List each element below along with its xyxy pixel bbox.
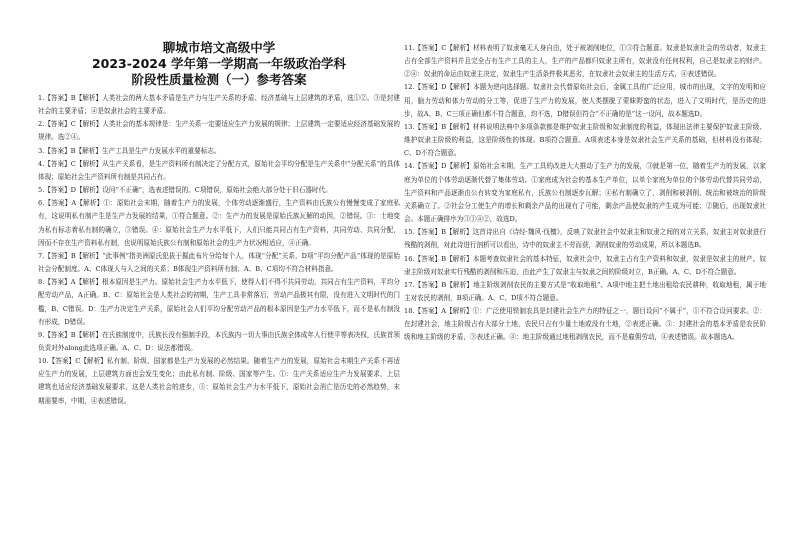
answer-item: 18.【答案】A【解析】①：广泛使用铁制农具是封建社会生产力的特征之一，题目设问“不属于”，①不符合设问要求。②：在封建社会，地主阶级占有大部分土地，农民只占有少量土地或没有土地，②表述正确。③：封建社会的基本矛盾是农民阶级和地主阶级的矛盾，③表述正确。④：地主阶级通过地租剥削农民，而不是雇佣劳动，④表述错误。故本题选A。 (404, 307, 766, 342)
answer-item: 7.【答案】B【解析】“此事例”指美洲原氏犯拔于掘此布片分给每个人，体现“分配”关系，D项“平均分配产品”体现的是原始社会分配制度。A、C体现人与人之间的关系；B体现生产资料所有制；A、B、C项均不符合材料指意。 (38, 251, 400, 274)
answer-item: 10.【答案】C【解析】私有制、阶级、国家都是生产力发展的必然结果。随着生产力的发展，原始社会末期生产关系不再适应生产力的发展，上层建筑方面也会发生变化；由此私有制、阶级、国家等产生。①：生产关系适应生产力发展要求，上层建筑也适应经济基础发展要求，这是人类社会的进步，③：原始社会生产力水平低下，原始社会消亡是历史的必然趋势，末期需要率，中期，④表述错误。 (38, 357, 400, 405)
answer-item: 17.【答案】B【解析】地主阶级剥削农民的主要方式是“收取地租”。A项中地主把土地出租给农民耕种，收取地租，属于地主对农民的剥削，B项正确。A、C、D项不符合题意。 (404, 280, 766, 302)
school-title: 聊城市培文高级中学 (162, 40, 276, 55)
answer-item: 4.【答案】C【解析】从生产关系看，是生产资料所有制决定了分配方式，原始社会平均分配是生产关系中“分配关系”的具体体现；原始社会生产资料所有制是共同占有。 (38, 159, 400, 181)
answer-item: 12.【答案】D【解析】本题为逆向选择题。奴隶社会代替原始社会后，金属工具的广泛应用，城市的出现，文字的发明和应用，脑力劳动和体力劳动的分工等，促进了生产力的发展，使人类摆脱了蒙昧野蛮的状态，进入了文明时代，是历史的进步，故A、B、C三项正确但都不符合题意，均不选，D错误但符合“不正确的是”这一设问，故本题选D。 (404, 83, 766, 118)
answer-item: 5.【答案】D【解析】设问“不正确”，选表述错误的。C项错误，原始社会绝大部分处于旧石器时代。 (38, 186, 332, 195)
answer-item: 11.【答案】C【解析】材料表明了奴隶毫无人身自由，处于被剥削地位，①③符合题意。奴隶是奴隶社会的劳动者，奴隶主占有全部生产资料并且完全占有生产工具的主人，生产的产品都归奴隶主所有，奴隶没有任何权利，自己是奴隶主的财产。②④：奴隶的命运由奴隶主决定，奴隶生产生活条件极其恶劣，在奴隶社会奴隶主的生活方式，④表述错误。 (404, 44, 766, 79)
answer-item: 14.【答案】D【解析】原始社会末期，生产工具的改进大大推动了生产力的发展，③就是第一位，随着生产力的发展，以家庭为单位的个体劳动逐渐代替了集体劳动。①家庭成为社会的基本生产单位，以单个家庭为单位的个体劳动代替共同劳动，生产资料和产品逐渐由公有转变为家庭私有，氏族公有制逐步瓦解；④私有制确立了，剥削和被剥削、统治和被统治的阶级关系确立了。②社会分工使生产的增长和剩余产品的出现有了可能，剩余产品使奴隶的产生成为可能；②随后，出现奴隶社会。本题正确排序为③①④②，故选D。 (404, 162, 766, 224)
answer-item: 2.【答案】C【解析】人类社会的基本规律是：生产关系一定要适应生产力发展的规律；上层建筑一定要适应经济基础发展的规律。选②④。 (38, 120, 400, 142)
answer-item: 6.【答案】A【解析】①：原始社会末期，随着生产力的发展，个体劳动逐渐盛行，生产资料由氏族公有慢慢变成了家庭私有，这说明私有制产生是生产力发展的结果，①符合题意。②：生产力的发展是原始氏族瓦解的动因，②错误。③：土地变为私有标志着私有制的确立，③错误。④：原始社会生产力水平低下，人们只能共同占有生产资料，共同劳动、共同分配，因而不存在生产资料私有制，也说明原始氏族公有制和原始社会的生产力状况相适应，④正确。 (38, 199, 400, 247)
exam-title: 阶段性质量检测（一）参考答案 (131, 72, 307, 87)
answer-item: 9.【答案】B【解析】在氏族制度中，氏族长没有强制手段，本氏族内一切大事由氏族全体成年人行使平等表决权，氏族首领负责对外along此选项正确。A、C、D：说法都错误。 (38, 330, 400, 352)
answer-item: 13.【答案】B【解析】材料说明法典中多项条款都是维护奴隶主阶级和奴隶制度的利益，体现出法律主要保护奴隶主阶级、维护奴隶主阶级的利益，这是阶级性的体现。B项符合题意。A项表述本身是奴隶社会生产关系的基础，但材料没有体现；C、D不符合题意。 (404, 122, 766, 158)
answer-item: 15.【答案】B【解析】这首诗出自《诗经·魏风·伐檀》，反映了奴隶社会中奴隶主和奴隶之间的对立关系，奴隶主对奴隶进行残酷的剥削，对此诗进行剖析可以看出，诗中的奴隶主不劳而获，剥削奴隶的劳动成果，所以本题选B。 (404, 228, 766, 250)
left-column (38, 0, 400, 408)
answer-item: 3.【答案】B【解析】生产工具是生产力发展水平的重要标志。 (38, 146, 221, 155)
term-title: 2023-2024 学年第一学期高一年级政治学科 (91, 56, 347, 71)
right-column (404, 42, 766, 345)
answer-item: 8.【答案】A【解析】根本原因是生产力。原始社会生产力水平低下，使得人们不得不共同劳动，共同占有生产资料，平均分配劳动产品，A正确。B、C：原始社会是人类社会的初期，生产工具非常落后，劳动产品极其有限，没有进入文明时代的门槛，B、C错误。D：生产力决定生产关系，原始社会人们平均分配劳动产品的根本原因是生产力水平低下，而不是私有制没有形成，D错误。 (38, 278, 400, 326)
answer-item: 1.【答案】B【解析】人类社会的两大基本矛盾是生产力与生产关系的矛盾、经济基础与上层建筑的矛盾，选①②。③是封建社会的主要矛盾；④是奴隶社会的主要矛盾。 (38, 94, 400, 116)
answer-item: 16.【答案】B【解析】本题考查奴隶社会的基本特征，奴隶社会中，奴隶主占有生产资料和奴隶，奴隶是奴隶主的财产。奴隶主阶级对奴隶实行残酷的剥削和压迫，由此产生了奴隶主与奴隶之间的阶级对立，B正确。A、C、D不符合题意。 (404, 254, 766, 276)
